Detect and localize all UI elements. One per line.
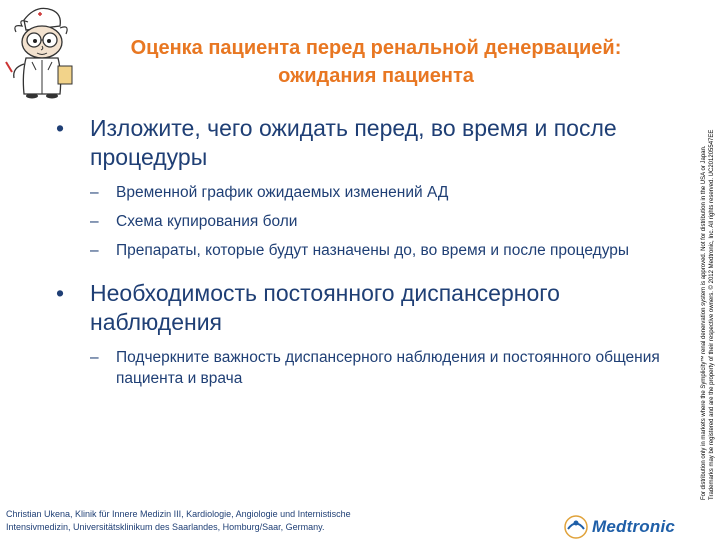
sub-bullet-text: Подчеркните важность диспансерного наблюдения и постоянного общения пациента и врача <box>116 349 660 387</box>
dash-marker: – <box>90 213 99 230</box>
bullet-marker: • <box>56 280 65 306</box>
sub-bullet-text: Схема купирования боли <box>116 213 298 230</box>
bullet-marker: • <box>56 115 65 141</box>
disclaimer-line-2: Trademarks may be registered and are the property of their respective owners. © 2012 Medtronic, Inc. All rights reserved. UC201205547EE <box>709 129 715 500</box>
bullet-list <box>56 114 676 397</box>
sub-bullet-item <box>56 240 676 261</box>
bullet-item <box>56 279 676 337</box>
citation-line-1: Christian Ukena, Klinik für Innere Medizin III, Kardiologie, Angiologie und Internistische <box>6 509 351 519</box>
dash-marker: – <box>90 184 99 201</box>
doctor-mascot-icon <box>2 2 82 100</box>
legal-disclaimer <box>700 100 716 500</box>
citation-line-2: Intensivmedizin, Universitätsklinikum des Saarlandes, Homburg/Saar, Germany. <box>6 522 325 532</box>
slide-title-line-1: Оценка пациента перед ренальной денервацией: <box>130 37 622 59</box>
dash-marker: – <box>90 242 99 259</box>
sub-bullet-item <box>56 211 676 232</box>
bullet-item <box>56 114 676 172</box>
bullet-text: Необходимость постоянного диспансерного наблюдения <box>90 280 560 335</box>
sub-bullet-item <box>56 347 676 389</box>
sub-bullet-item <box>56 182 676 203</box>
sub-bullet-text: Препараты, которые будут назначены до, во время и после процедуры <box>116 242 630 259</box>
slide-title-line-2: ожидания пациента <box>278 65 474 87</box>
sub-bullet-text: Временной график ожидаемых изменений АД <box>116 184 449 201</box>
source-citation <box>6 508 426 534</box>
logo-wordmark: Medtronic <box>592 517 676 536</box>
bullet-text: Изложите, чего ожидать перед, во время и после процедуры <box>90 115 617 170</box>
slide-title <box>80 34 672 90</box>
dash-marker: – <box>90 349 99 366</box>
disclaimer-line-1: For distribution only in markets where the Symplicity™ renal denervation system is approved. Not for distribution in the USA or Japan. <box>701 145 707 500</box>
